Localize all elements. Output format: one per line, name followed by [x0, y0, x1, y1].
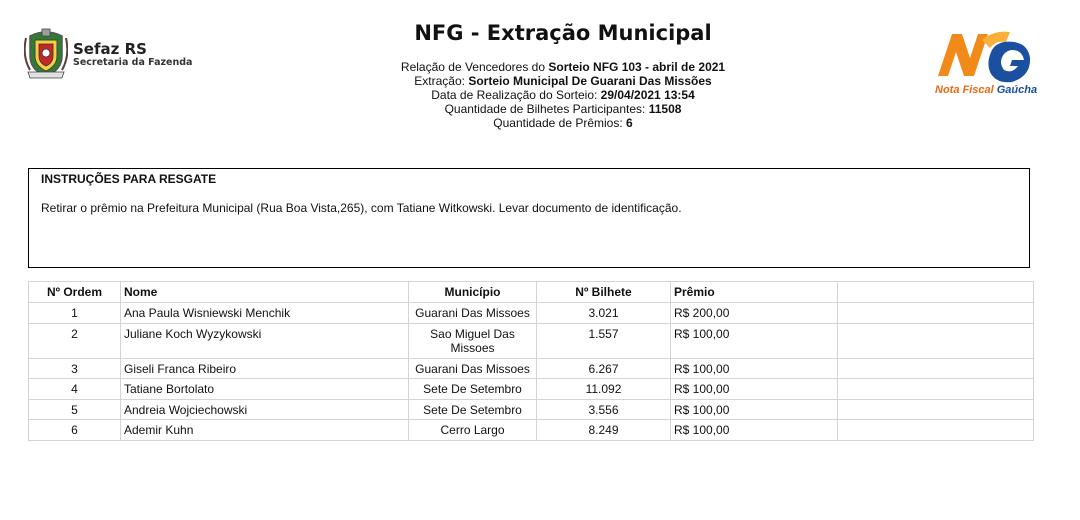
table-row	[29, 323, 1034, 358]
sefaz-name: Sefaz RS	[73, 40, 147, 58]
instructions-title: INSTRUÇÕES PARA RESGATE	[41, 172, 217, 186]
table-row	[29, 358, 1034, 379]
cell-blank	[838, 379, 1034, 400]
cell-municipio: Guarani Das Missoes	[409, 303, 537, 324]
cell-blank	[838, 303, 1034, 324]
cell-premio: R$ 100,00	[671, 379, 838, 400]
extracao-value: Sorteio Municipal De Guarani Das Missões	[468, 74, 712, 88]
cell-blank	[838, 358, 1034, 379]
cell-bilhete: 8.249	[537, 420, 671, 441]
bilhetes-label: Quantidade de Bilhetes Participantes:	[444, 102, 649, 116]
cell-premio: R$ 100,00	[671, 399, 838, 420]
cell-premio: R$ 200,00	[671, 303, 838, 324]
cell-blank	[838, 420, 1034, 441]
cell-municipio: Sao Miguel Das Missoes	[409, 323, 537, 358]
cell-ordem: 6	[29, 420, 121, 441]
premios-value: 6	[626, 116, 633, 130]
col-header-nome: Nome	[121, 282, 409, 303]
cell-nome: Ademir Kuhn	[121, 420, 409, 441]
cell-bilhete: 11.092	[537, 379, 671, 400]
cell-municipio: Sete De Setembro	[409, 379, 537, 400]
table-row	[29, 399, 1034, 420]
cell-ordem: 4	[29, 379, 121, 400]
cell-premio: R$ 100,00	[671, 358, 838, 379]
cell-ordem: 1	[29, 303, 121, 324]
nfg-caption-accent: Gaúcha	[996, 84, 1038, 96]
cell-premio: R$ 100,00	[671, 420, 838, 441]
cell-ordem: 3	[29, 358, 121, 379]
relacao-line	[0, 60, 1080, 74]
cell-ordem: 5	[29, 399, 121, 420]
instructions-box	[28, 168, 1030, 268]
cell-municipio: Cerro Largo	[409, 420, 537, 441]
data-label: Data de Realização do Sorteio:	[431, 88, 601, 102]
table-row	[29, 420, 1034, 441]
table-row	[29, 303, 1034, 324]
cell-nome: Ana Paula Wisniewski Menchik	[121, 303, 409, 324]
data-value: 29/04/2021 13:54	[600, 88, 695, 102]
relacao-label: Relação de Vencedores do	[400, 60, 549, 74]
nfg-logo-caption	[935, 84, 1037, 96]
col-header-premio: Prêmio	[671, 282, 838, 303]
sefaz-subtitle: Secretaria da Fazenda	[73, 57, 193, 68]
col-header-ordem: Nº Ordem	[29, 282, 121, 303]
nfg-caption-main: Nota Fiscal	[935, 84, 997, 96]
data-line	[0, 88, 1080, 102]
cell-bilhete: 3.021	[537, 303, 671, 324]
bilhetes-value: 11508	[648, 102, 682, 116]
premios-line	[0, 116, 1080, 130]
cell-nome: Andreia Wojciechowski	[121, 399, 409, 420]
cell-blank	[838, 323, 1034, 358]
col-header-municipio: Município	[409, 282, 537, 303]
table-row	[29, 379, 1034, 400]
extracao-line	[0, 74, 1080, 88]
col-header-bilhete: Nº Bilhete	[537, 282, 671, 303]
cell-nome: Tatiane Bortolato	[121, 379, 409, 400]
cell-nome: Juliane Koch Wyzykowski	[121, 323, 409, 358]
cell-nome: Giseli Franca Ribeiro	[121, 358, 409, 379]
cell-premio: R$ 100,00	[671, 323, 838, 358]
cell-ordem: 2	[29, 323, 121, 358]
bilhetes-line	[0, 102, 1080, 116]
cell-municipio: Guarani Das Missoes	[409, 358, 537, 379]
page-title: NFG - Extração Municipal	[414, 21, 712, 45]
extracao-label: Extração:	[414, 74, 469, 88]
relacao-value: Sorteio NFG 103 - abril de 2021	[548, 60, 726, 74]
cell-bilhete: 3.556	[537, 399, 671, 420]
premios-label: Quantidade de Prêmios:	[493, 116, 627, 130]
winners-table	[28, 281, 1034, 441]
instructions-text: Retirar o prêmio na Prefeitura Municipal (Rua Boa Vista,265), com Tatiane Witkowski. Levar documento de identificação.	[41, 201, 682, 215]
cell-bilhete: 6.267	[537, 358, 671, 379]
cell-blank	[838, 399, 1034, 420]
cell-municipio: Sete De Setembro	[409, 399, 537, 420]
table-header-row	[29, 282, 1034, 303]
col-header-blank	[838, 282, 1034, 303]
cell-bilhete: 1.557	[537, 323, 671, 358]
draw-info	[0, 60, 1080, 130]
